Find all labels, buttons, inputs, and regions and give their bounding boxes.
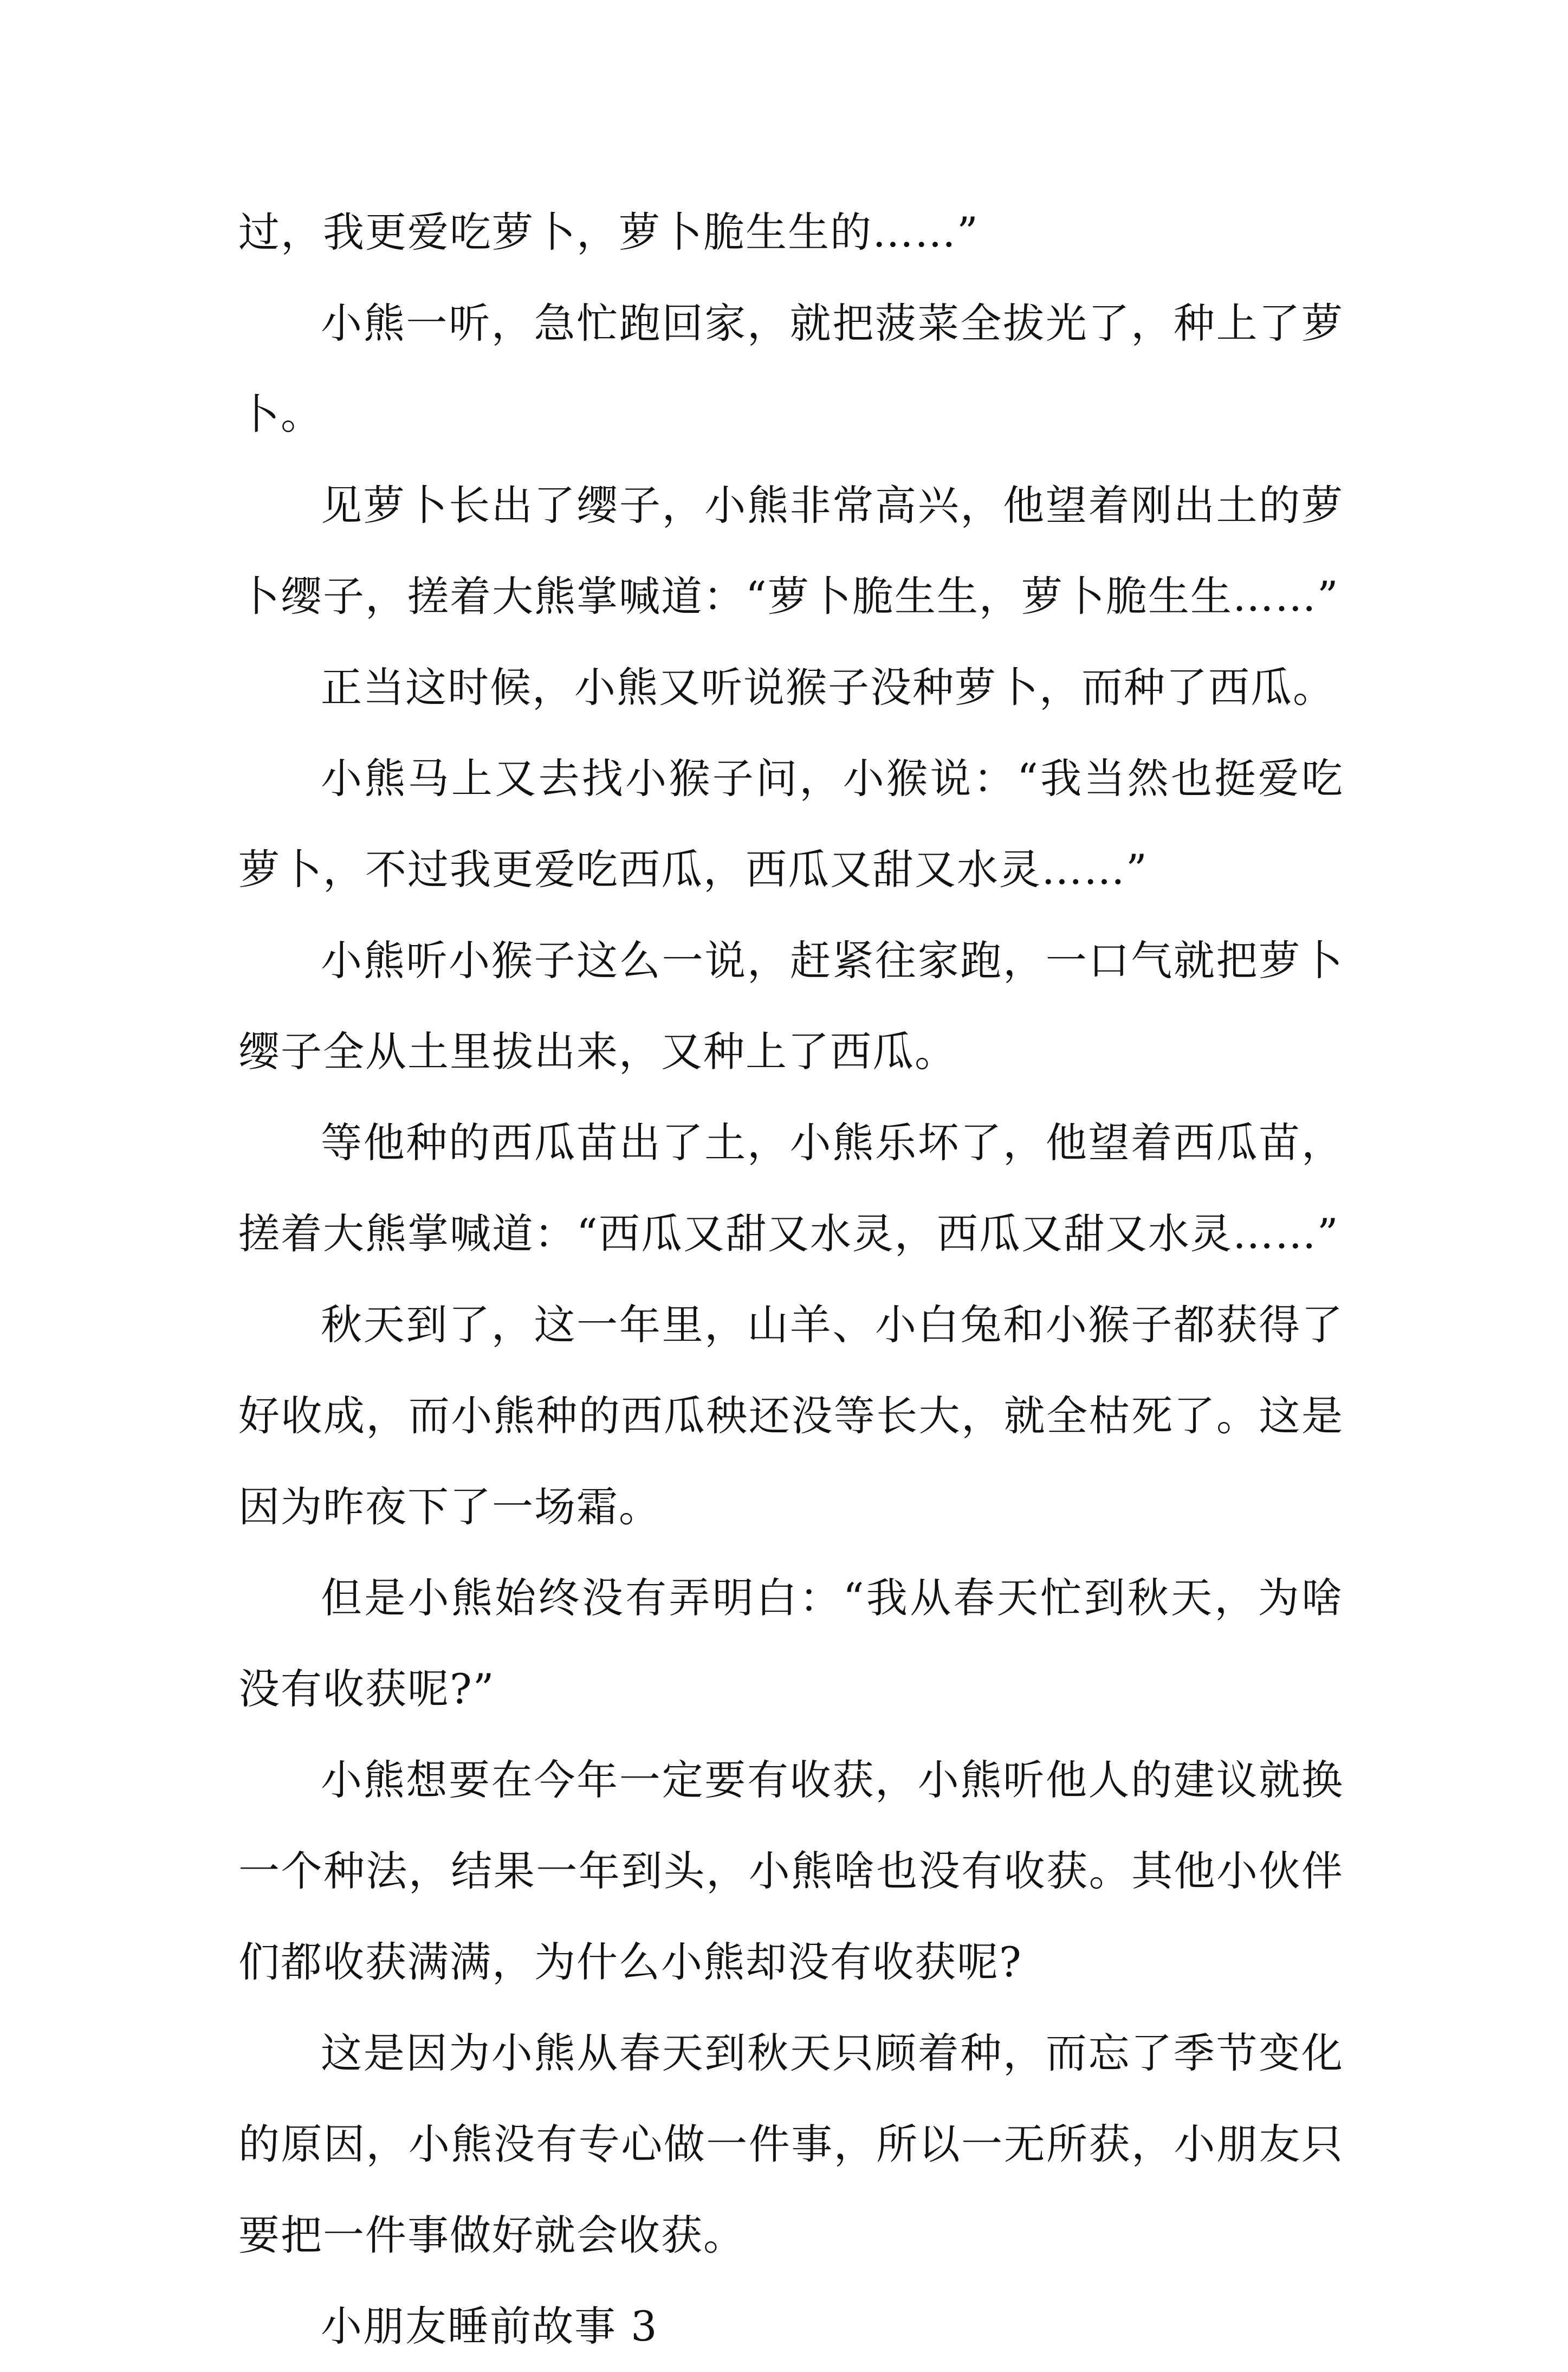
paragraph: 小熊听小猴子这么一说，赶紧往家跑，一口气就把萝卜缨子全从土里拔出来，又种上了西瓜。: [238, 936, 1344, 1076]
paragraph: 但是小熊始终没有弄明白：“我从春天忙到秋天，为啥没有收获呢?”: [238, 1574, 1344, 1713]
paragraph: 小熊想要在今年一定要有收获，小熊听他人的建议就换一个种法，结果一年到头，小熊啥也没有收获。其他小伙伴们都收获满满，为什么小熊却没有收获呢?: [238, 1756, 1344, 1986]
paragraph: 等他种的西瓜苗出了土，小熊乐坏了，他望着西瓜苗，搓着大熊掌喊道：“西瓜又甜又水灵，西瓜又甜又水灵……”: [238, 1119, 1344, 1258]
paragraph: 见萝卜长出了缨子，小熊非常高兴，他望着刚出土的萝卜缨子，搓着大熊掌喊道：“萝卜脆生生，萝卜脆生生……”: [238, 481, 1344, 621]
paragraph: 正当这时候，小熊又听说猴子没种萝卜，而种了西瓜。: [321, 663, 1335, 712]
section-heading: 小朋友睡前故事 3: [321, 2302, 658, 2350]
paragraph-continuation: 过，我更爱吃萝卜，萝卜脆生生的……”: [238, 208, 979, 256]
paragraph: 秋天到了，这一年里，山羊、小白兔和小猴子都获得了好收成，而小熊种的西瓜秧还没等长大，就全枯死了。这是因为昨夜下了一场霜。: [238, 1301, 1344, 1531]
story-text: [238, 187, 1344, 2372]
paragraph: 小熊一听，急忙跑回家，就把菠菜全拔光了，种上了萝卜。: [238, 299, 1344, 438]
paragraph: 小熊马上又去找小猴子问，小猴说：“我当然也挺爱吃萝卜，不过我更爱吃西瓜，西瓜又甜又水灵……”: [238, 754, 1344, 894]
paragraph: 这是因为小熊从春天到秋天只顾着种，而忘了季节变化的原因，小熊没有专心做一件事，所以一无所获，小朋友只要把一件事做好就会收获。: [238, 2029, 1344, 2259]
